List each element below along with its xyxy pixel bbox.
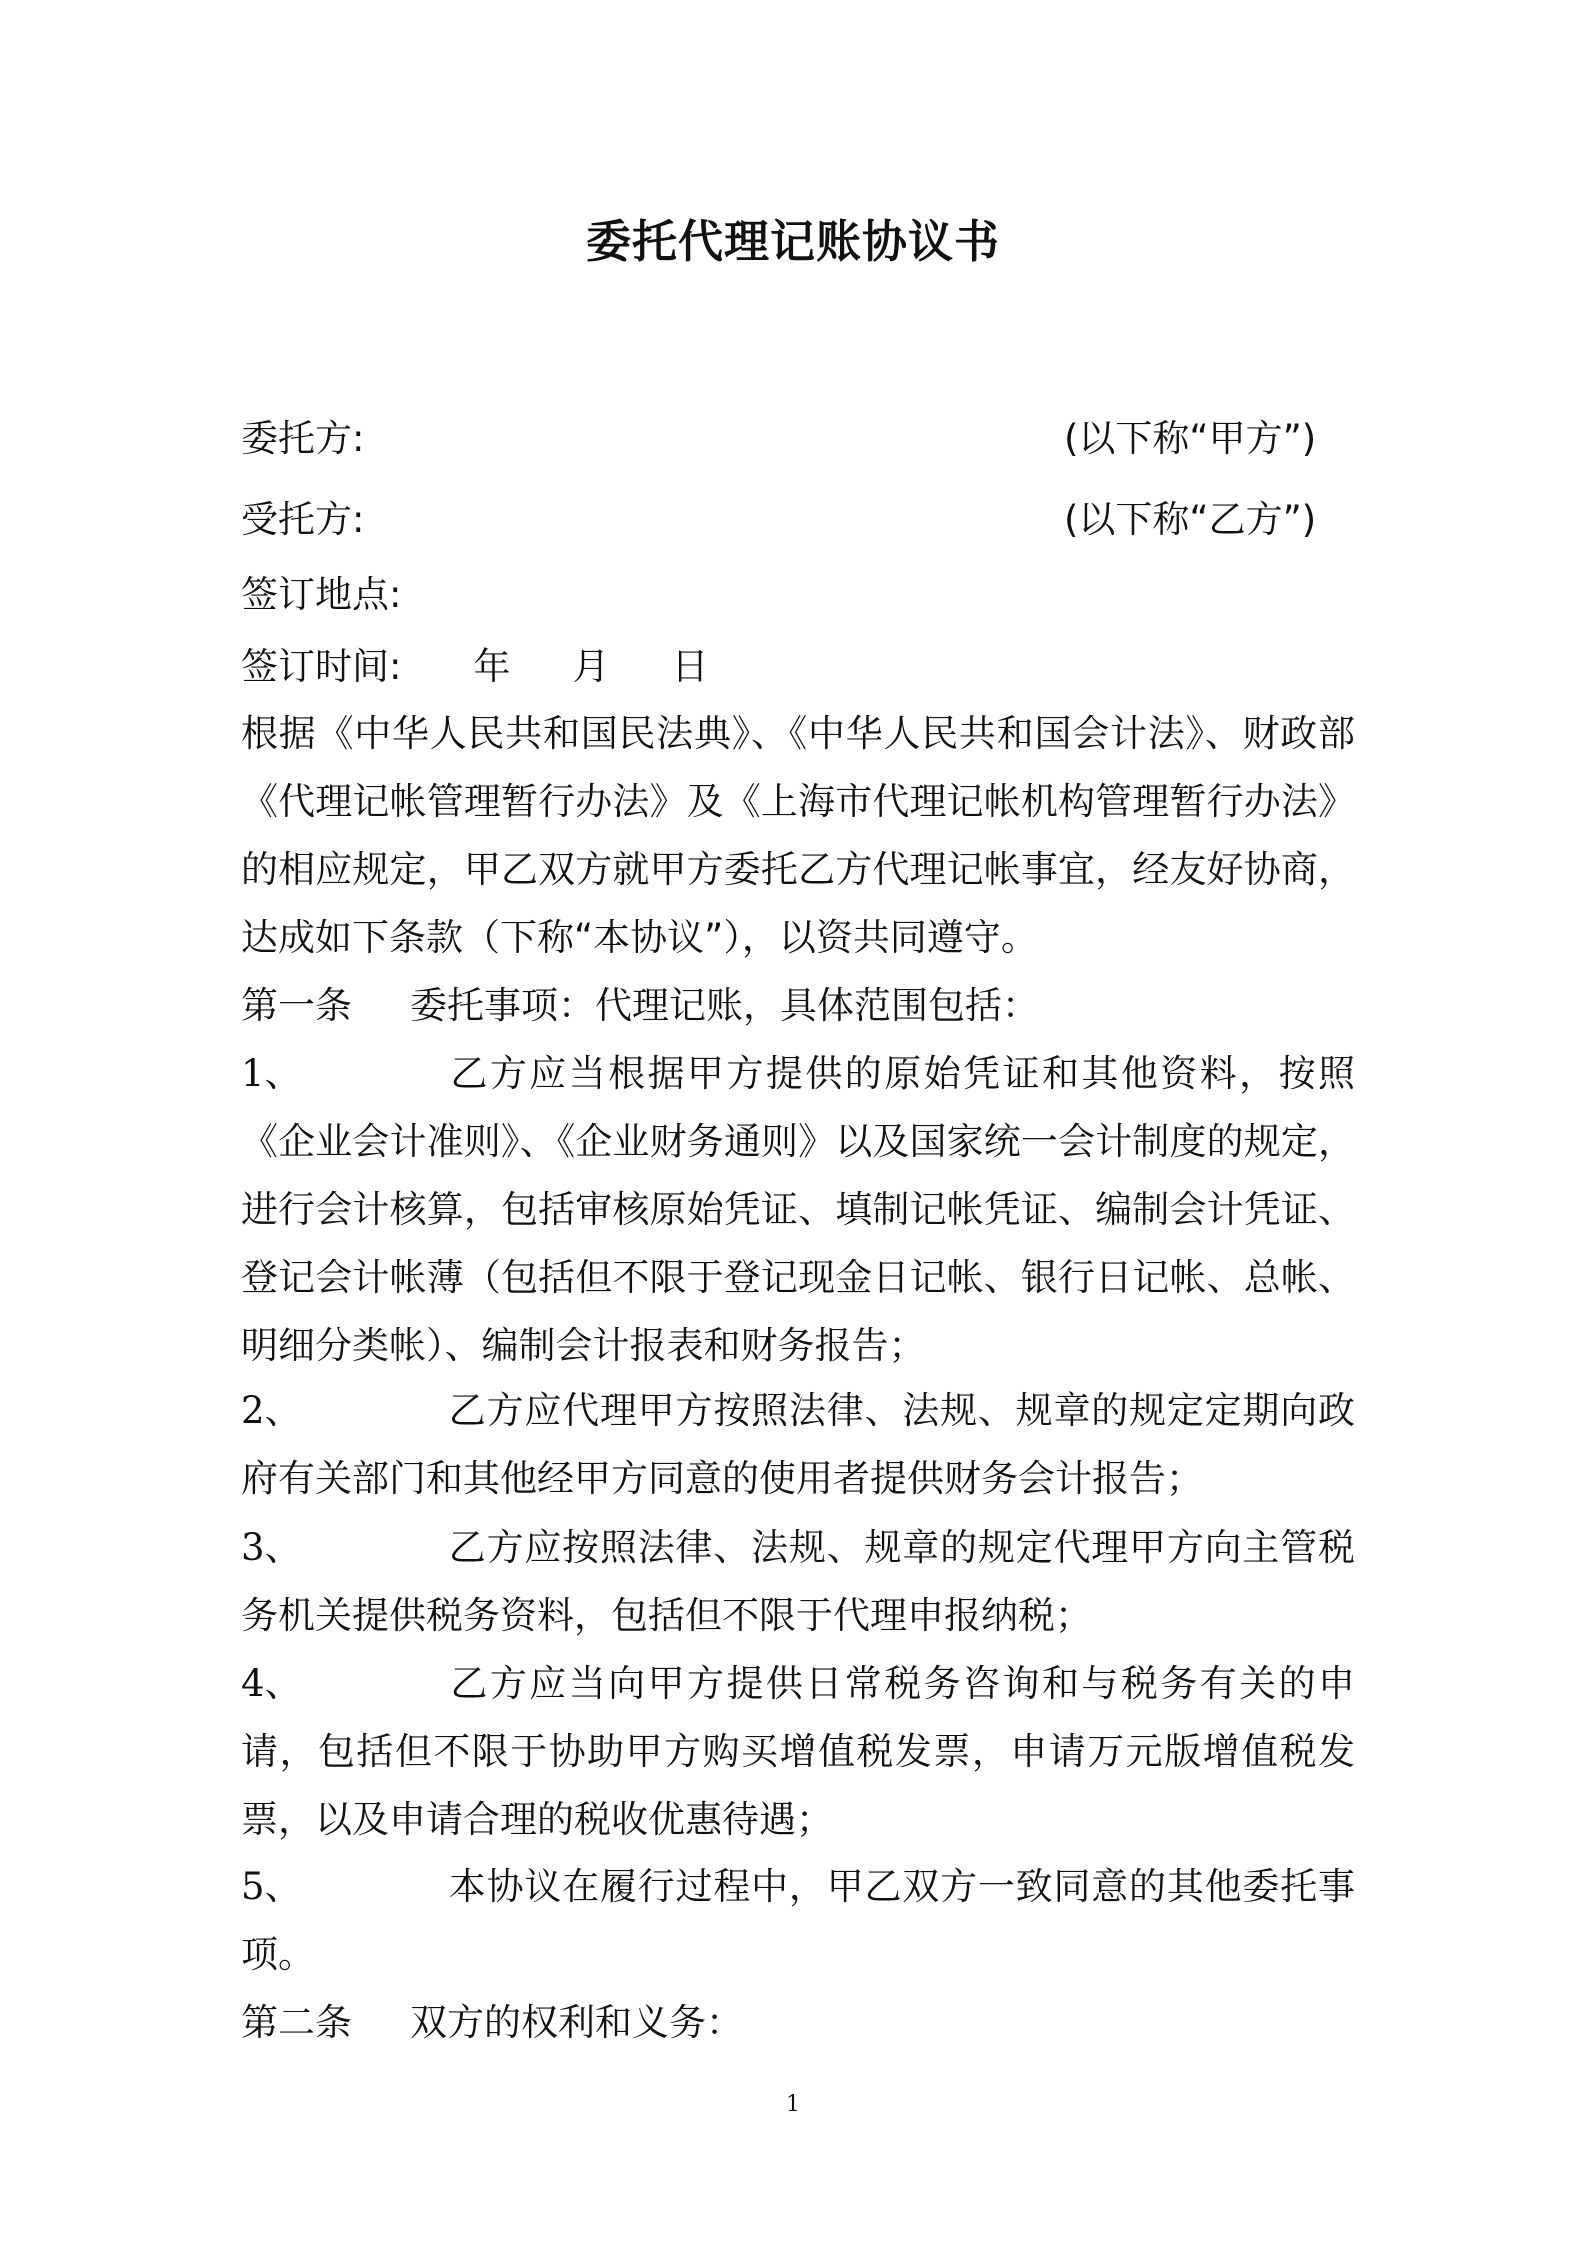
list-item-1 [241,1040,1355,1380]
item-2-text: 乙方应代理甲方按照法律、法规、规章的规定定期向政府有关部门和其他经甲方同意的使用者提供财务会计报告； [241,1389,1355,1500]
signing-time-label: 签订时间: [241,645,402,688]
agent-alias: (以下称“乙方”) [1064,498,1317,541]
date-month: 月 [572,645,610,688]
signing-place-label: 签订地点: [241,573,402,616]
page-number: 1 [786,2092,800,2117]
article-2-text: 双方的权利和义务： [410,2001,743,2044]
item-4-number: 4、 [241,1662,302,1705]
item-3-text: 乙方应按照法律、法规、规章的规定代理甲方向主管税务机关提供税务资料，包括但不限于代理申报纳税； [241,1526,1355,1637]
item-1-text: 乙方应当根据甲方提供的原始凭证和其他资料，按照《企业会计准则》、《企业财务通则》以及国家统一会计制度的规定，进行会计核算，包括审核原始凭证、填制记帐凭证、编制会计凭证、登记会计帐薄（包括但不限于登记现金日记帐、银行日记帐、总帐、明细分类帐）、编制会计报表和财务报告； [241,1052,1355,1367]
item-4-text: 乙方应当向甲方提供日常税务咨询和与税务有关的申请，包括但不限于协助甲方购买增值税发票，申请万元版增值税发票，以及申请合理的税收优惠待遇； [241,1662,1355,1841]
item-1-number: 1、 [241,1052,302,1095]
article-2-number: 第二条 [241,2001,352,2044]
list-item-3 [241,1514,1355,1650]
article-1-heading [241,972,1355,1040]
article-1-text: 委托事项：代理记账，具体范围包括： [410,984,1039,1027]
client-alias: (以下称“甲方”) [1064,417,1317,460]
list-item-2 [241,1377,1355,1513]
list-item-5 [241,1853,1355,1989]
list-item-4 [241,1650,1355,1854]
signing-time-row [241,642,1351,692]
item-5-text: 本协议在履行过程中，甲乙双方一致同意的其他委托事项。 [241,1865,1355,1976]
article-2-heading [241,1989,1355,2057]
document-title: 委托代理记账协议书 [585,215,1000,268]
item-5-number: 5、 [241,1865,302,1908]
item-2-number: 2、 [241,1389,302,1432]
article-1-number: 第一条 [241,984,352,1027]
item-3-number: 3、 [241,1526,302,1569]
date-year: 年 [473,645,511,688]
client-label: 委托方: [241,417,365,460]
agent-label: 受托方: [241,498,365,541]
preamble-paragraph: 根据《中华人民共和国民法典》、《中华人民共和国会计法》、财政部《代理记帐管理暂行办法》及《上海市代理记帐机构管理暂行办法》的相应规定，甲乙双方就甲方委托乙方代理记帐事宜，经友好协商，达成如下条款（下称“本协议”），以资共同遵守。 [241,712,1355,959]
date-day: 日 [671,645,709,688]
